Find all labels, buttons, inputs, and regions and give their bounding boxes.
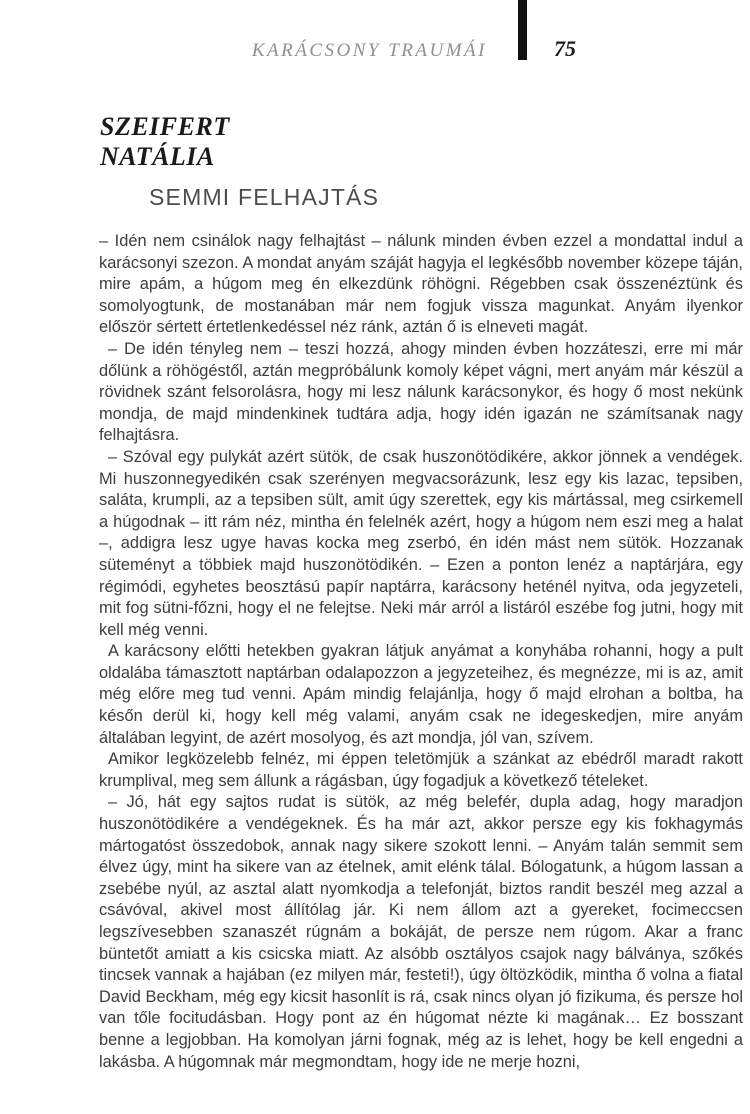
- story-body: [99, 231, 743, 1073]
- body-paragraph: – Idén nem csinálok nagy felhajtást – nálunk minden évben ezzel a mondattal indul a karácsonyi szezon. A mondat anyám száját hagyja el legkésőbb november közepe táján, mire apám, a húgom meg én elkezdünk röhögni. Régebben csak összenéztünk és somolyogtunk, de mostanában már nem fogjuk vissza magunkat. Anyám ilyenkor először sértett értetlenkedéssel néz ránk, aztán ő is elneveti magát.: [99, 232, 743, 337]
- running-header-title: KARÁCSONY TRAUMÁI: [251, 40, 487, 61]
- author-name: [100, 112, 230, 172]
- body-paragraph: – Jó, hát egy sajtos rudat is sütök, az még belefér, dupla adag, hogy maradjon huszonötödikére a vendégeknek. És ha már azt, akkor persze egy kis fokhagymás mártogatóst összedobok, annak nagy sikere szokott lenni. – Anyám talán semmit sem élvez úgy, mint ha sikere van az ételnek, amit elénk tálal. Bólogatunk, a húgom lassan a zsebébe nyúl, az asztal alatt nyomkodja a telefonját, biztos randit beszél meg azzal a csávóval, akivel most állítólag jár. Ki nem állom azt a gyereket, focimeccsen legszívesebben szanaszét rúgnám a bokáját, de persze nem rúgom. Akar a franc büntetőt amiatt a kis csicska miatt. Az alsóbb osztályos csajok nagy bálványa, szőkés tincsek vannak a hajában (ez milyen már, festeti!), úgy öltözködik, mintha ő volna a fiatal David Beckham, még egy kicsit hasonlít is rá, csak nincs olyan jó fizikuma, és persze hol van tőle focitudásban. Hogy pont az én húgomat nézte ki magának… Ez bosszant benne a legjobban. Ha komolyan járni fognak, még az is lehet, hogy be kell engedni a lakásba. A húgomnak már megmondtam, hogy ide ne merje hozni,: [99, 793, 743, 1071]
- author-name-line1: SZEIFERT: [100, 112, 230, 141]
- story-title: SEMMI FELHAJTÁS: [149, 184, 380, 210]
- body-paragraph: A karácsony előtti hetekben gyakran látjuk anyámat a konyhába rohanni, hogy a pult oldalába támasztott naptárban odalapozzon a jegyzeteihez, és megnézze, mi is az, amit még előre meg tud venni. Apám mindig felajánlja, hogy ő majd elrohan a boltba, ha későn derül ki, hogy kell még valami, anyám csak ne idegeskedjen, mire anyám általában legyint, de azért mosolyog, és azt mondja, jól van, szívem.: [99, 642, 743, 747]
- body-paragraph: Amikor legközelebb felnéz, mi éppen teletömjük a szánkat az ebédről maradt rakott krumplival, meg sem állunk a rágásban, úgy fogadjuk a következő tételeket.: [99, 750, 743, 790]
- page-number: 75: [554, 36, 576, 61]
- body-paragraph: – De idén tényleg nem – teszi hozzá, ahogy minden évben hozzáteszi, erre mi már dőlünk a röhögéstől, aztán megpróbálunk komoly képet vágni, mert anyám már készül a rövidnek szánt felsorolásra, hogy mi lesz nálunk karácsonykor, és hogy ő most nekünk mondja, de majd mindenkinek tudtára adja, hogy idén igazán ne számítsanak nagy felhajtásra.: [99, 339, 743, 445]
- body-paragraph: – Szóval egy pulykát azért sütök, de csak huszonötödikére, akkor jönnek a vendégek. Mi huszonnegyedikén csak szerényen megvacsorázunk, lesz egy kis lazac, tepsiben, saláta, krumpli, az a tepsiben sült, amit úgy szerettek, egy kis mártással, meg csirkemell a húgodnak – itt rám néz, mintha én felelnék azért, hogy a húgom nem eszi meg a halat –, addigra lesz ugye havas kocka meg zserbó, én idén mást nem sütök. Hozzanak süteményt a többiek majd huszonötödikén. – Ezen a ponton lenéz a naptárjára, egy régimódi, egyhetes beosztású papír naptárra, karácsony heténél nyitva, oda jegyzeteli, mit fog sütni-főzni, hogy el ne felejtse. Neki már arról a listáról eszébe fog jutni, hogy mit kell még venni.: [99, 447, 743, 639]
- header-divider-bar: [518, 0, 527, 60]
- author-name-line2: NATÁLIA: [100, 142, 215, 171]
